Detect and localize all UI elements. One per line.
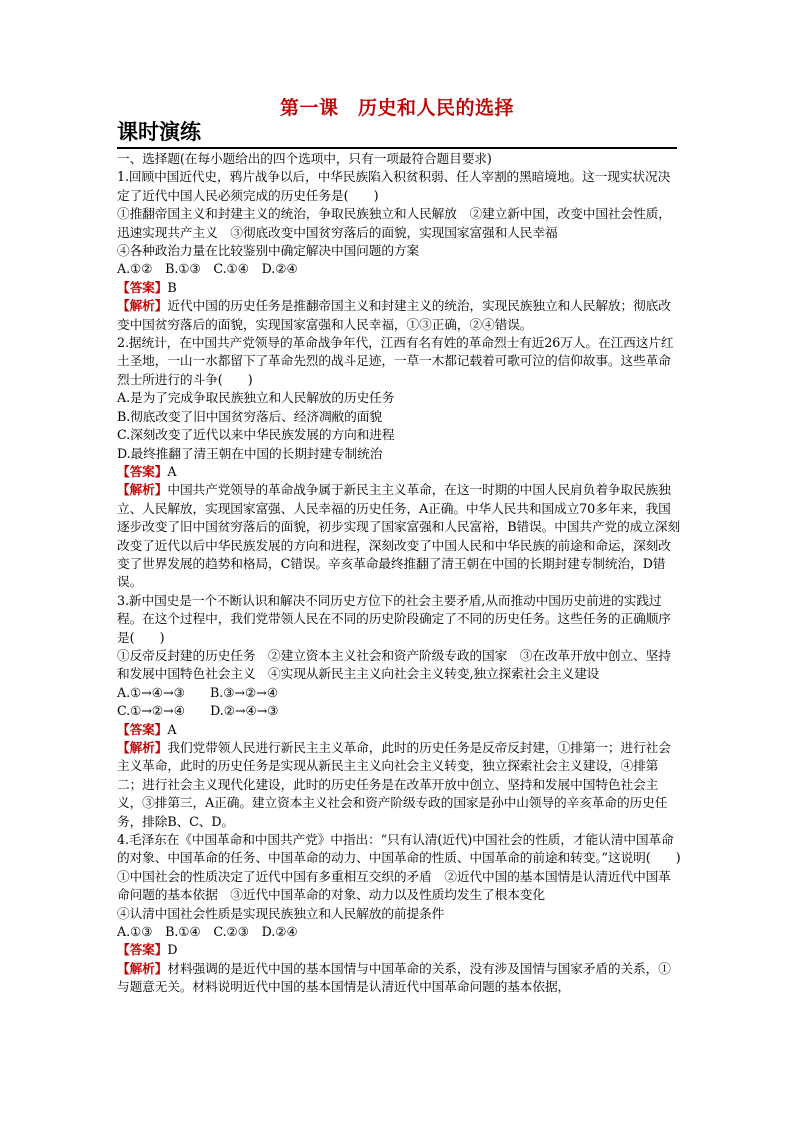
- answer-value: D: [167, 942, 178, 958]
- answer-label: 【答案】: [117, 463, 168, 479]
- question-1-option: ④各种政治力量在比较鉴别中确定解决中国问题的方案: [117, 243, 420, 259]
- analysis-text: 近代中国的历史任务是推翻帝国主义和封建主义的统治，实现民族独立和人民解放；彻底改变中国贫穷落后的面貌，实现国家富强和人民幸福，①③正确，②④错误。: [117, 298, 671, 332]
- question-1-stem: 1.回顾中国近代史，鸦片战争以后，中华民族陷入积贫积弱、任人宰割的黑暗境地。这一现实状况决定了近代中国人民必须完成的历史任务是( ): [117, 169, 671, 203]
- answer-label: 【答案】: [117, 942, 168, 958]
- section-title: 课时演练: [117, 120, 201, 144]
- question-1-answer: [117, 279, 681, 297]
- answer-label: 【答案】: [117, 721, 168, 737]
- analysis-label: 【解析】: [117, 482, 168, 498]
- question-4-option: ④认清中国社会性质是实现民族独立和人民解放的前提条件: [117, 905, 445, 921]
- question-2-option: D.最终推翻了清王朝在中国的长期封建专制统治: [117, 445, 383, 461]
- question-3-analysis: [117, 739, 681, 831]
- answer-value: A: [167, 721, 177, 737]
- document-body: [117, 150, 681, 997]
- question-4-option: ①中国社会的性质决定了近代中国有多重相互交织的矛盾 ②近代中国的基本国情是认清近代中国革命问题的基本依据 ③近代中国革命的对象、动力以及性质均发生了根本变化: [117, 868, 671, 903]
- answer-value: A: [167, 463, 177, 479]
- question-1-option: ①推翻帝国主义和封建主义的统治，争取民族独立和人民解放 ②建立新中国，改变中国社会性质，迅速实现共产主义 ③彻底改变中国贫穷落后的面貌，实现国家富强和人民幸福: [117, 206, 671, 240]
- question-3-answer: [117, 721, 681, 739]
- section-intro: 一、选择题(在每小题给出的四个选项中，只有一项最符合题目要求): [117, 151, 492, 166]
- question-2-answer: [117, 463, 681, 481]
- question-3-choices: A.①→④→③ B.③→②→④: [117, 684, 279, 700]
- question-2-analysis: [117, 481, 681, 591]
- lesson-title: 第一课 历史和人民的选择: [279, 97, 514, 119]
- analysis-label: 【解析】: [117, 740, 168, 755]
- analysis-text: 材料强调的是近代中国的基本国情与中国革命的关系，没有涉及国情与国家矛盾的关系，①与题意无关。材料说明近代中国的基本国情是认清近代中国革命问题的基本依据，: [117, 960, 671, 995]
- question-2-option: A.是为了完成争取民族独立和人民解放的历史任务: [117, 390, 395, 406]
- question-3-choices: C.①→②→④ D.②→④→③: [117, 703, 279, 719]
- question-1-analysis: [117, 297, 681, 334]
- question-4-analysis: [117, 960, 681, 997]
- question-2-option: B.彻底改变了旧中国贫穷落后、经济凋敝的面貌: [117, 408, 382, 424]
- question-4-choices: A.①③ B.①④ C.②③ D.②④: [117, 924, 298, 940]
- question-2-stem: 2.据统计，在中国共产党领导的革命战争年代，江西有名有姓的革命烈士有近26万人。在江西这片红土圣地，一山一水都留下了革命先烈的战斗足迹，一草一木都记载着可歌可泣的信仰故事。这些革命烈士所进行的斗争( ): [117, 335, 674, 387]
- analysis-label: 【解析】: [117, 960, 168, 976]
- question-4-answer: [117, 941, 681, 959]
- answer-value: B: [167, 279, 177, 295]
- question-3-option: ①反帝反封建的历史任务 ②建立资本主义社会和资产阶级专政的国家 ③在改革开放中创立、坚持和发展中国特色社会主义 ④实现从新民主主义向社会主义转变,独立探索社会主义建设: [117, 647, 671, 682]
- header-rule: [117, 147, 677, 149]
- analysis-label: 【解析】: [117, 298, 168, 314]
- question-1-choices: A.①② B.①③ C.①④ D.②④: [117, 261, 298, 277]
- answer-label: 【答案】: [117, 279, 168, 295]
- question-2-option: C.深刻改变了近代以来中华民族发展的方向和进程: [117, 427, 395, 443]
- question-3-stem: 3.新中国史是一个不断认识和解决不同历史方位下的社会主要矛盾,从而推动中国历史前进的实践过程。在这个过程中，我们党带领人民在不同的历史阶段确定了不同的历史任务。这些任务的正确顺序是( ): [117, 592, 671, 645]
- analysis-text: 我们党带领人民进行新民主主义革命，此时的历史任务是反帝反封建，①排第一；进行社会主义革命，此时的历史任务是实现从新民主主义向社会主义转变，独立探索社会主义建设，④排第二；进行社会主义现代化建设，此时的历史任务是在改革开放中创立、坚持和发展中国特色社会主义，③排第三，A正确。建立资本主义社会和资产阶级专政的国家是孙中山领导的辛亥革命的历史任务，排除B、C、D。: [117, 740, 671, 829]
- question-4-stem: 4.毛泽东在《中国革命和中国共产党》中指出：“只有认清(近代)中国社会的性质，才能认清中国革命的对象、中国革命的任务、中国革命的动力、中国革命的性质、中国革命的前途和转变。”这说明( ): [117, 832, 681, 866]
- analysis-text: 中国共产党领导的革命战争属于新民主主义革命，在这一时期的中国人民肩负着争取民族独立、人民解放，实现国家富强、人民幸福的历史任务，A正确。中华人民共和国成立70多年来，我国逐步改变了旧中国贫穷落后的面貌，初步实现了国家富强和人民富裕，B错误。中国共产党的成立深刻改变了近代以后中华民族发展的方向和进程，深刻改变了中国人民和中华民族的前途和命运，深刻改变了世界发展的趋势和格局，C错误。辛亥革命最终推翻了清王朝在中国的长期封建专制统治，D错误。: [117, 482, 681, 590]
